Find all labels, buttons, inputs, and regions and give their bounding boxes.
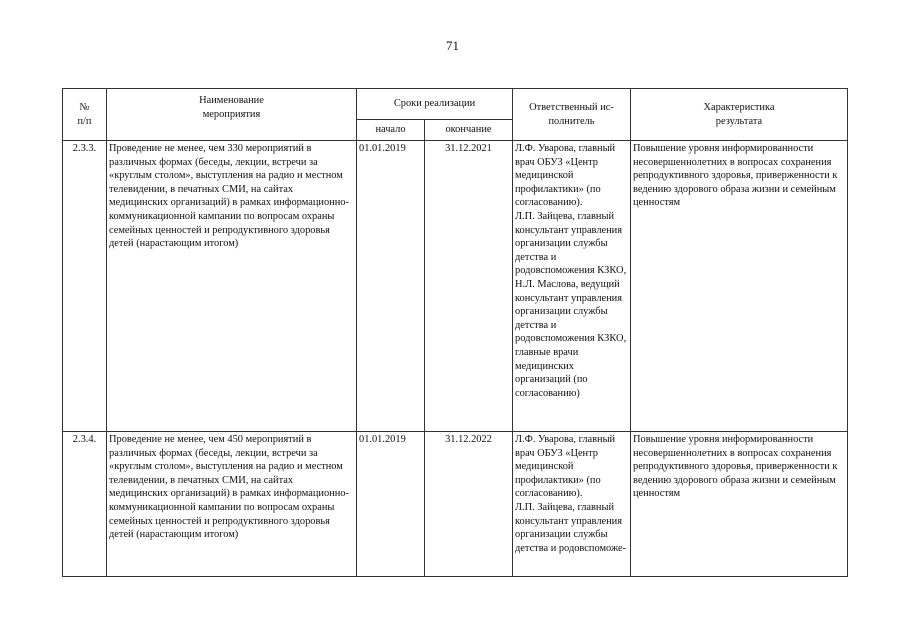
row-name: Проведение не менее, чем 330 мероприятий в различных формах (беседы, лекции, встречи за «круглым столом», выступления на радио и местном телевидении, в печатных СМИ, на сайтах медицинских организаций) в рамках информационно-коммуникационной кампании по вопросам охраны семейных ценностей и репродуктивного здоровья детей (нарастающим итогом): [107, 141, 357, 432]
header-end: окончание: [425, 120, 513, 141]
header-period: Сроки реализации: [357, 89, 513, 120]
row-result: Повышение уровня информированности несовершеннолетних в вопросах сохранения репродуктивного здоровья, приверженности к ведению здорового образа жизни и семейным ценностям: [631, 432, 848, 577]
header-start: начало: [357, 120, 425, 141]
table-row: [63, 432, 848, 577]
row-start: 01.01.2019: [357, 141, 425, 432]
row-end: 31.12.2022: [425, 432, 513, 577]
row-end: 31.12.2021: [425, 141, 513, 432]
row-num: 2.3.3.: [63, 141, 107, 432]
table-row: [63, 141, 848, 432]
row-num: 2.3.4.: [63, 432, 107, 577]
row-responsible: Л.Ф. Уварова, главный врач ОБУЗ «Центр медицинской профилактики» (по согласованию). Л.П. Зайцева, главный консультант управления организации службы детства и родовспоможе-: [513, 432, 631, 577]
row-responsible: Л.Ф. Уварова, главный врач ОБУЗ «Центр медицинской профилактики» (по согласованию). Л.П. Зайцева, главный консультант управления организации службы детства и родовспоможения КЗКО, Н.Л. Маслова, ведущий консультант управления организации службы детства и родовспоможения КЗКО, главные врачи медицинских организаций (по согласованию): [513, 141, 631, 432]
header-name: Наименование мероприятия: [107, 89, 357, 141]
activities-table: [62, 88, 848, 577]
table-header-row: [63, 89, 848, 120]
page-number: 71: [446, 38, 459, 53]
row-result: Повышение уровня информированности несовершеннолетних в вопросах сохранения репродуктивного здоровья, приверженности к ведению здорового образа жизни и семейным ценностям: [631, 141, 848, 432]
header-num: № п/п: [63, 89, 107, 141]
row-name: Проведение не менее, чем 450 мероприятий в различных формах (беседы, лекции, встречи за «круглым столом», выступления на радио и местном телевидении, в печатных СМИ, на сайтах медицинских организаций) в рамках информационно-коммуникационной кампании по вопросам охраны семейных ценностей и репродуктивного здоровья детей (нарастающим итогом): [107, 432, 357, 577]
header-responsible: Ответственный ис- полнитель: [513, 89, 631, 141]
row-start: 01.01.2019: [357, 432, 425, 577]
header-result: Характеристика результата: [631, 89, 848, 141]
